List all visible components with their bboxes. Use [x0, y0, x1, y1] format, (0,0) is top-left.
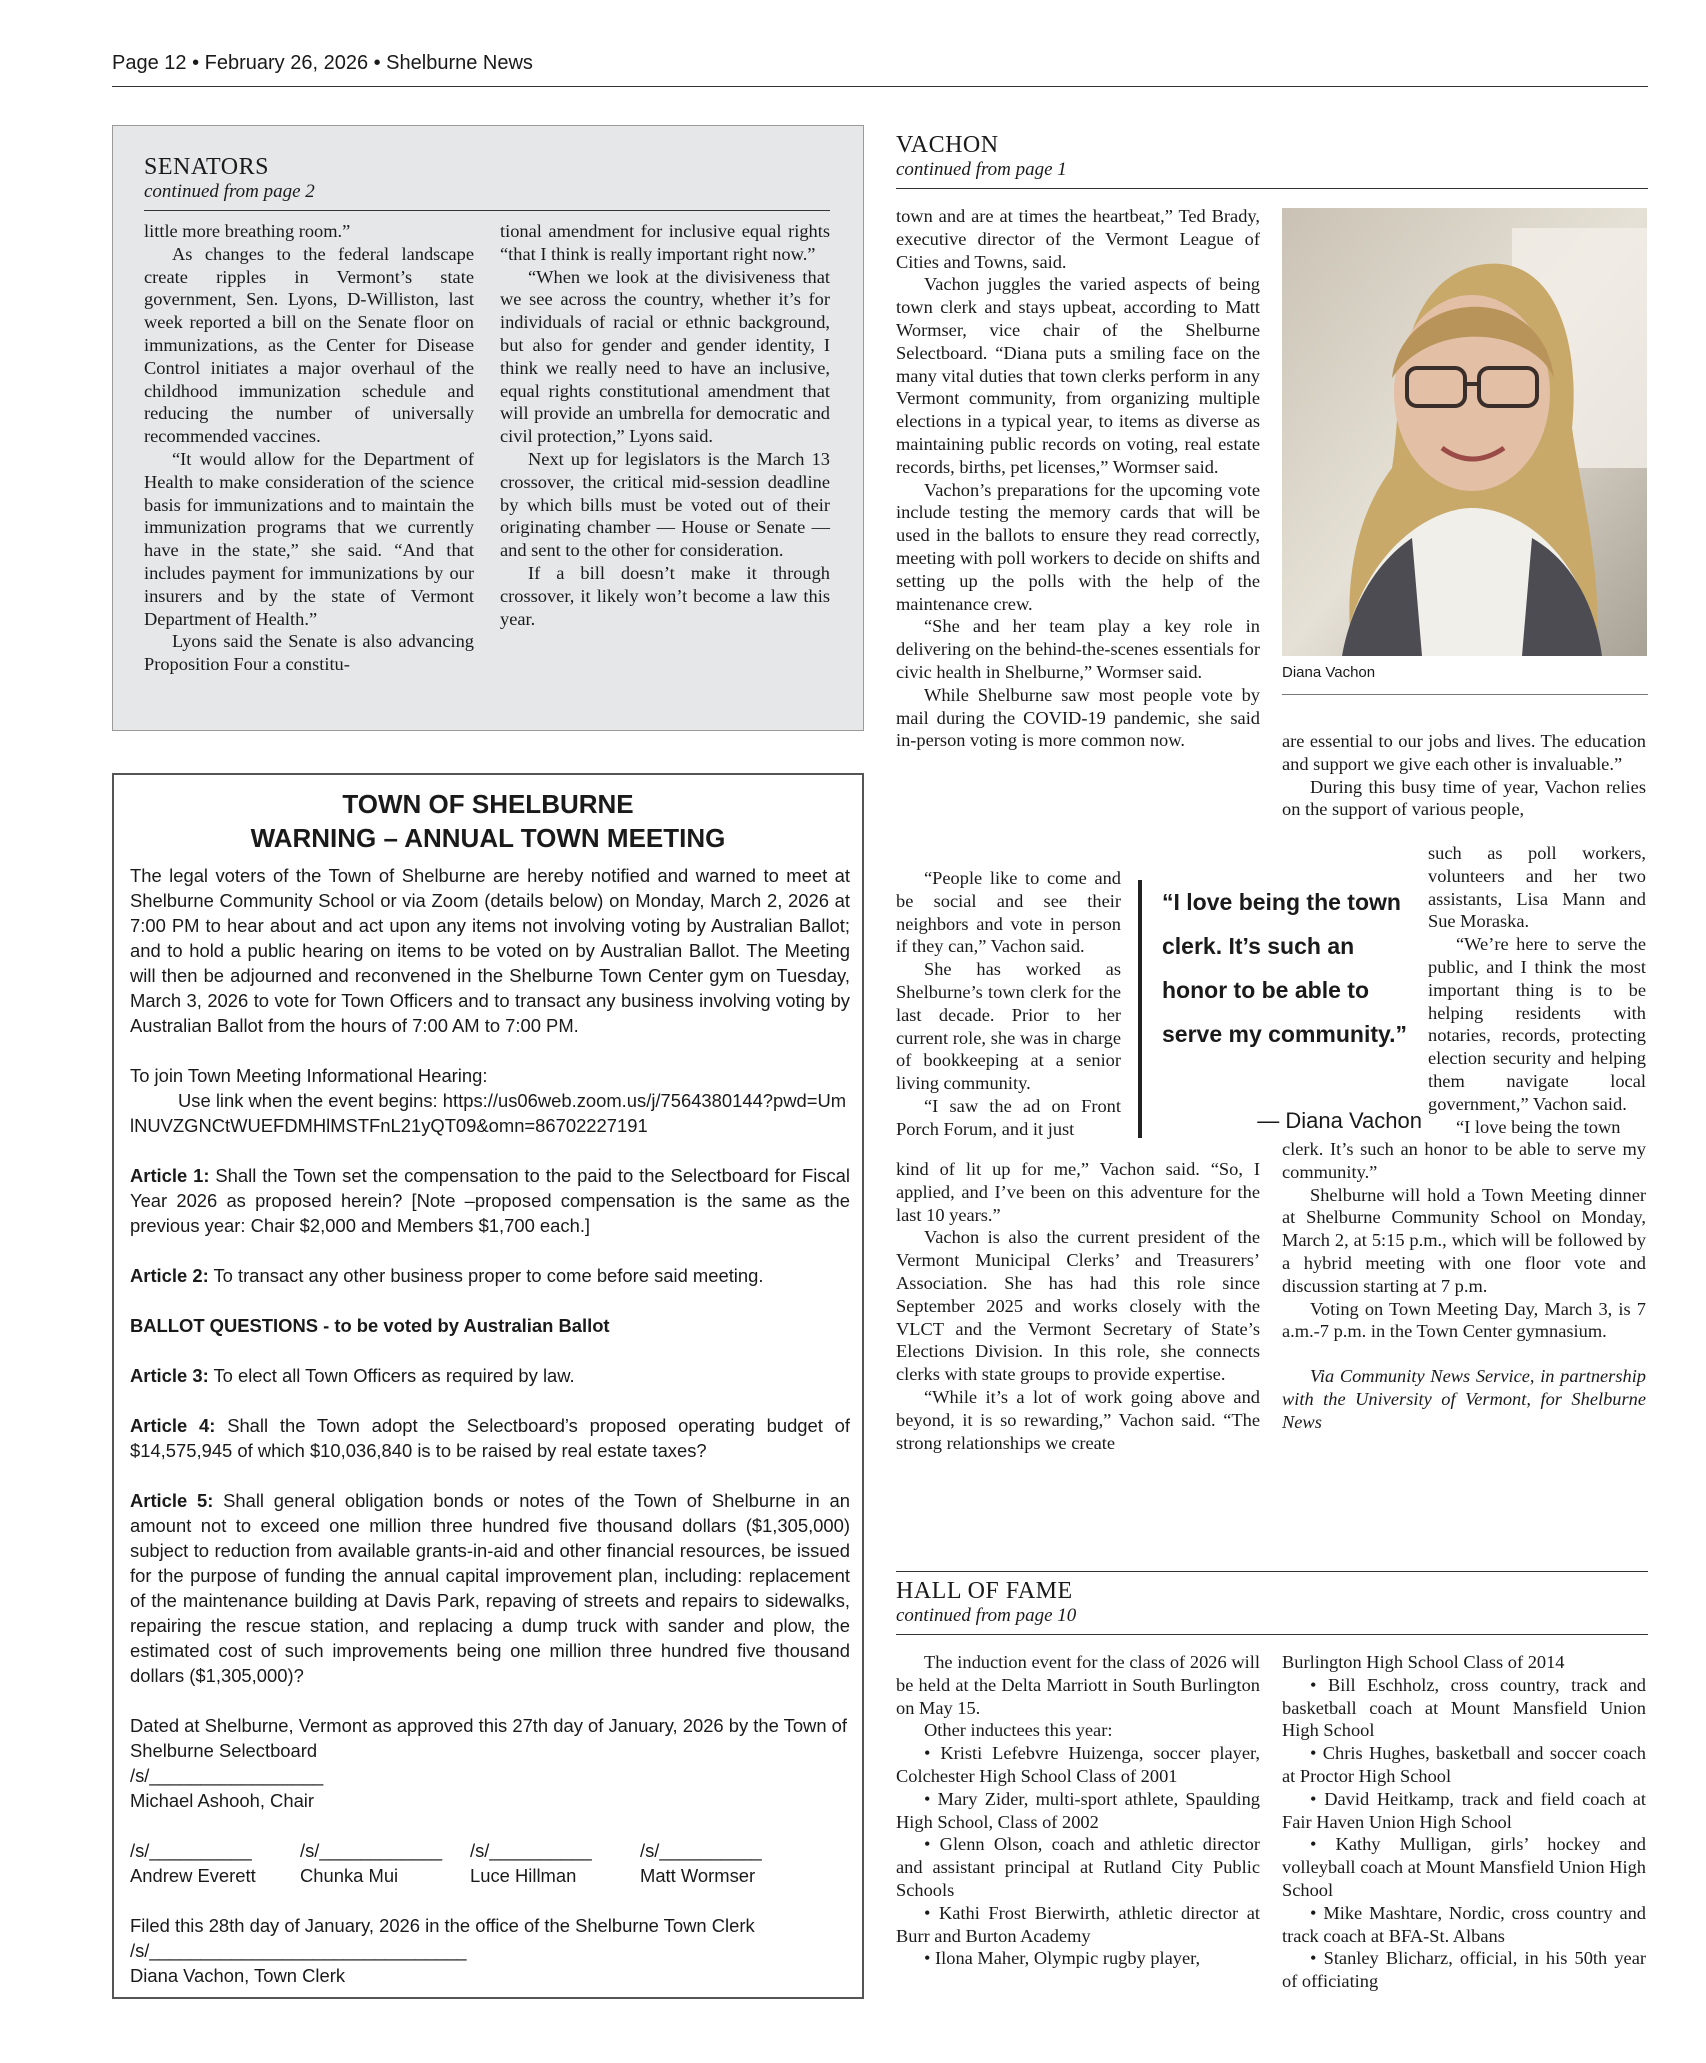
vachon-column-2-bottom — [1282, 1138, 1646, 1434]
list-item: • Glenn Olson, coach and athletic director and assistant principal at Rutland City Public Schools — [896, 1834, 1260, 1900]
paragraph: Vachon juggles the varied aspects of being town clerk and stays upbeat, according to Matt Wormser, vice chair of the Shelburne Selectboard. “Diana puts a smiling face on the many vital duties that town clerks perform in any Vermont community, from organizing multiple elections in a typical year, to items as diverse as maintaining public records on voting, real estate records, births, pet licenses,” Wormser said. — [896, 274, 1260, 477]
paragraph: While Shelburne saw most people vote by mail during the COVID-19 pandemic, she said in-person voting is more common now. — [896, 684, 1260, 751]
list-item: • Chris Hughes, basketball and soccer coach at Proctor High School — [1282, 1743, 1646, 1786]
paragraph: tional amendment for inclusive equal rights “that I think is really important right now.” — [500, 221, 830, 264]
paragraph: Shelburne will hold a Town Meeting dinner at Shelburne Community School on Monday, March 2, at 5:15 p.m., which will be followed by a hybrid meeting with one floor vote and discussion starting at 7 p.m. — [1282, 1184, 1646, 1296]
paragraph: During this busy time of year, Vachon relies on the support of various people, — [1282, 776, 1646, 820]
list-item: • Kathy Mulligan, girls’ hockey and volleyball coach at Mount Mansfield Union High School — [1282, 1834, 1646, 1900]
paragraph: Burlington High School Class of 2014 — [1282, 1652, 1565, 1672]
signature-name: Matt Wormser — [640, 1865, 756, 1886]
zoom-label: To join Town Meeting Informational Hearing: — [130, 1065, 488, 1086]
warning-title — [114, 787, 862, 855]
list-item: • David Heitkamp, track and field coach at Fair Haven Union High School — [1282, 1788, 1646, 1832]
vachon-column-1-narrow — [896, 867, 1121, 1141]
warning-intro: The legal voters of the Town of Shelburne are hereby notified and warned to meet at Shelburne Community School or via Zoom (details below) on Monday, March 2, 2026 at 7:00 PM to hear about and act upon any items not involving voting by Australian Ballot; and to hold a public hearing on items to be voted on by Australian Ballot. The Meeting will then be adjourned and reconvened in the Shelburne Town Center gym on Tuesday, March 3, 2026 to vote for Town Officers and to transact any business involving voting by Australian Ballot from the hours of 7:00 AM to 7:00 PM. — [130, 865, 850, 1036]
senators-kicker: SENATORS — [144, 154, 269, 180]
hall-of-fame-rule — [896, 1634, 1648, 1635]
signature-lines-row — [130, 1838, 850, 1863]
vachon-column-1-bottom — [896, 1158, 1260, 1454]
dated-statement: Dated at Shelburne, Vermont as approved this 27th day of January, 2026 by the Town of Shelburne Selectboard — [130, 1715, 848, 1761]
folio-rule — [112, 86, 1648, 87]
list-item: • Kathi Frost Bierwirth, athletic director at Burr and Burton Academy — [896, 1902, 1260, 1946]
signature-line: /s/__________ — [640, 1840, 762, 1861]
paragraph: If a bill doesn’t make it through crossover, it likely won’t become a law this year. — [500, 562, 830, 629]
vachon-rule — [896, 188, 1648, 189]
article-4 — [130, 1413, 850, 1463]
paragraph: Vachon is also the current president of the Vermont Municipal Clerks’ and Treasurers’ Association. She has had this role since September 2025 and works closely with the VLCT and the Vermont Secretary of State’s Elections Division. In this role, she connects clerks with state groups to provide expertise. — [896, 1227, 1260, 1385]
hall-of-fame-header — [896, 1578, 1076, 1627]
paragraph: “She and her team play a key role in delivering on the behind-the-scenes essentials for civic health in Shelburne,” Wormser said. — [896, 616, 1260, 682]
signature-line-clerk: /s/_______________________________ — [130, 1940, 467, 1961]
paragraph: “I love being the town — [1456, 1116, 1621, 1137]
article-5-label: Article 5: — [130, 1490, 214, 1511]
paragraph: “When we look at the divisiveness that we see across the country, whether it’s for individuals of racial or ethnic background, but also for gender and gender identity, I think we really need to have an inclusive, equal rights constitutional amendment that will provide an umbrella for democratic and civil protection,” Lyons said. — [500, 266, 830, 447]
article-4-label: Article 4: — [130, 1415, 216, 1436]
paragraph: As changes to the federal landscape create ripples in Vermont’s state government, Sen. Lyons, D-Williston, last week reported a bill on the Senate floor on immunizations, as the Center for Disease Control initiates a major overhaul of the childhood immunization schedule and reducing the number of universally recommended vaccines. — [144, 243, 474, 447]
pull-quote — [1138, 880, 1422, 1138]
paragraph: Vachon’s preparations for the upcoming vote include testing the memory cards that will be used in the ballots to ensure they read correctly, meeting with poll workers to decide on shifts and setting up the polls with the help of the maintenance crew. — [896, 479, 1260, 614]
senators-continued: continued from page 2 — [144, 181, 315, 202]
vachon-column-2-narrow — [1428, 842, 1646, 1138]
paragraph: She has worked as Shelburne’s town clerk for the last decade. Prior to her current role, she was in charge of bookkeeping at a senior living community. — [896, 959, 1121, 1094]
paragraph: “We’re here to serve the public, and I think the most important thing is to be helping residents with notaries, records, protecting election security and helping them navigate local government,” Vachon said. — [1428, 934, 1646, 1114]
zoom-link[interactable]: Use link when the event begins: https://us06web.zoom.us/j/7564380144?pwd=UmlNUVZGNCtWUEFDMHlMSTFnL21yQT09&omn=86702227191 — [130, 1090, 847, 1136]
paragraph: little more breathing room.” — [144, 221, 351, 241]
warning-body — [130, 863, 850, 1988]
senators-article-box — [112, 125, 864, 731]
senators-rule — [144, 210, 830, 211]
page-folio: Page 12 • February 26, 2026 • Shelburne News — [112, 52, 533, 74]
signature-names-row — [130, 1863, 850, 1888]
caption-rule — [1282, 694, 1648, 695]
article-3-text: To elect all Town Officers as required by law. — [213, 1365, 575, 1386]
signature-clerk: Diana Vachon, Town Clerk — [130, 1965, 346, 1986]
vachon-kicker: VACHON — [896, 132, 999, 158]
article-2-text: To transact any other business proper to come before said meeting. — [213, 1265, 764, 1286]
article-4-text: Shall the Town adopt the Selectboard’s proposed operating budget of $14,575,945 of which $10,036,840 is to be raised by real estate taxes? — [130, 1415, 850, 1461]
signature-line: /s/____________ — [300, 1840, 443, 1861]
paragraph: “People like to come and be social and see their neighbors and vote in person if they can,” Vachon said. — [896, 868, 1121, 957]
portrait-illustration — [1282, 208, 1647, 656]
list-item: • Bill Eschholz, cross country, track and basketball coach at Mount Mansfield Union High School — [1282, 1674, 1646, 1741]
hall-of-fame-column-2 — [1282, 1651, 1646, 1993]
paragraph: are essential to our jobs and lives. The education and support we give each other is invaluable.” — [1282, 731, 1646, 774]
ballot-questions-heading: BALLOT QUESTIONS - to be voted by Australian Ballot — [130, 1315, 610, 1336]
signature-name: Chunka Mui — [300, 1865, 399, 1886]
list-item: • Kristi Lefebvre Huizenga, soccer player, Colchester High School Class of 2001 — [896, 1743, 1260, 1786]
signature-name: Andrew Everett — [130, 1865, 256, 1886]
article-5 — [130, 1488, 850, 1688]
signature-line-chair: /s/_________________ — [130, 1765, 324, 1786]
paragraph: town and are at times the heartbeat,” Ted Brady, executive director of the Vermont League of Cities and Towns, said. — [896, 206, 1260, 272]
warning-title-line-1: TOWN OF SHELBURNE — [342, 789, 634, 819]
paragraph: “It would allow for the Department of Health to make consideration of the science basis for immunizations and to maintain the immunization programs that we currently have in the state,” she said. “And that includes payment for immunizations by our insurers and by the state of Vermont Department of Health.” — [144, 448, 474, 629]
hall-of-fame-column-1 — [896, 1651, 1260, 1970]
paragraph: Next up for legislators is the March 13 crossover, the critical mid-session deadline by which bills must be voted out of their originating chamber — House or Senate — and sent to the other for consideration. — [500, 448, 830, 561]
vachon-column-2-top — [1282, 730, 1646, 821]
paragraph: such as poll workers, volunteers and her two assistants, Lisa Mann and Sue Moraska. — [1428, 843, 1646, 932]
list-item: • Mary Zider, multi-sport athlete, Spaulding High School, Class of 2002 — [896, 1788, 1260, 1832]
paragraph: The induction event for the class of 2026 will be held at the Delta Marriott in South Burlington on May 15. — [896, 1652, 1260, 1718]
signature-line: /s/__________ — [470, 1840, 592, 1861]
town-meeting-warning-box — [112, 773, 864, 1999]
diana-vachon-photo — [1282, 208, 1647, 656]
hall-of-fame-kicker: HALL OF FAME — [896, 1578, 1073, 1604]
vachon-continued: continued from page 1 — [896, 159, 1067, 180]
signature-line: /s/__________ — [130, 1840, 252, 1861]
signature-name: Luce Hillman — [470, 1865, 577, 1886]
paragraph: “I saw the ad on Front Porch Forum, and it just — [896, 1095, 1121, 1139]
paragraph: clerk. It’s such an honor to be able to serve my community.” — [1282, 1139, 1646, 1182]
article-1-text: Shall the Town set the compensation to the paid to the Selectboard for Fiscal Year 2026 as proposed herein? [Note –proposed compensation is the same as the previous year: Chair $2,000 and Members $1,700 each.] — [130, 1165, 850, 1236]
pull-quote-attribution: — Diana Vachon — [1257, 1108, 1422, 1133]
list-item: • Ilona Maher, Olympic rugby player, — [924, 1948, 1201, 1969]
signature-chair: Michael Ashooh, Chair — [130, 1790, 315, 1811]
list-item: • Stanley Blicharz, official, in his 50th year of officiating — [1282, 1948, 1646, 1992]
article-3 — [130, 1363, 850, 1388]
senators-column-1 — [144, 220, 474, 676]
filed-statement: Filed this 28th day of January, 2026 in the office of the Shelburne Town Clerk — [130, 1915, 755, 1936]
article-1-label: Article 1: — [130, 1165, 210, 1186]
hall-of-fame-top-rule — [896, 1571, 1648, 1572]
article-3-label: Article 3: — [130, 1365, 209, 1386]
senators-header — [144, 154, 315, 203]
paragraph: Other inductees this year: — [924, 1720, 1113, 1741]
pull-quote-text: “I love being the town clerk. It’s such an honor to be able to serve my community.” — [1162, 889, 1408, 1047]
paragraph: “While it’s a lot of work going above and beyond, it is so rewarding,” Vachon said. “The strong relationships we create — [896, 1386, 1260, 1453]
paragraph: Lyons said the Senate is also advancing Proposition Four a constitu- — [144, 631, 474, 675]
article-2-label: Article 2: — [130, 1265, 209, 1286]
hall-of-fame-continued: continued from page 10 — [896, 1605, 1077, 1626]
article-2 — [130, 1263, 850, 1288]
article-5-text: Shall general obligation bonds or notes of the Town of Shelburne in an amount not to exceed one million three hundred five thousand dollars ($1,305,000) subject to reduction from available grants-in-aid and other financial resources, be issued for the purpose of funding the annual capital improvement plan, including: replacement of the maintenance building at Davis Park, repaving of streets and repairs to sidewalks, repairing the rescue station, and replacing a dump truck with sander and plow, the estimated cost of such improvements being one million three hundred five thousand dollars ($1,305,000)? — [130, 1490, 850, 1686]
credit: Via Community News Service, in partnership with the University of Vermont, for Shelburne News — [1282, 1366, 1646, 1432]
vachon-header — [896, 132, 1067, 181]
list-item: • Mike Mashtare, Nordic, cross country and track coach at BFA-St. Albans — [1282, 1902, 1646, 1946]
paragraph: kind of lit up for me,” Vachon said. “So, I applied, and I’ve been on this adventure for the last 10 years.” — [896, 1159, 1260, 1225]
paragraph: Voting on Town Meeting Day, March 3, is 7 a.m.-7 p.m. in the Town Center gymnasium. — [1282, 1298, 1646, 1342]
senators-column-2 — [500, 220, 830, 630]
vachon-column-1 — [896, 205, 1260, 752]
warning-title-line-2: WARNING – ANNUAL TOWN MEETING — [250, 823, 726, 853]
article-1 — [130, 1163, 850, 1238]
photo-caption: Diana Vachon — [1282, 664, 1376, 681]
